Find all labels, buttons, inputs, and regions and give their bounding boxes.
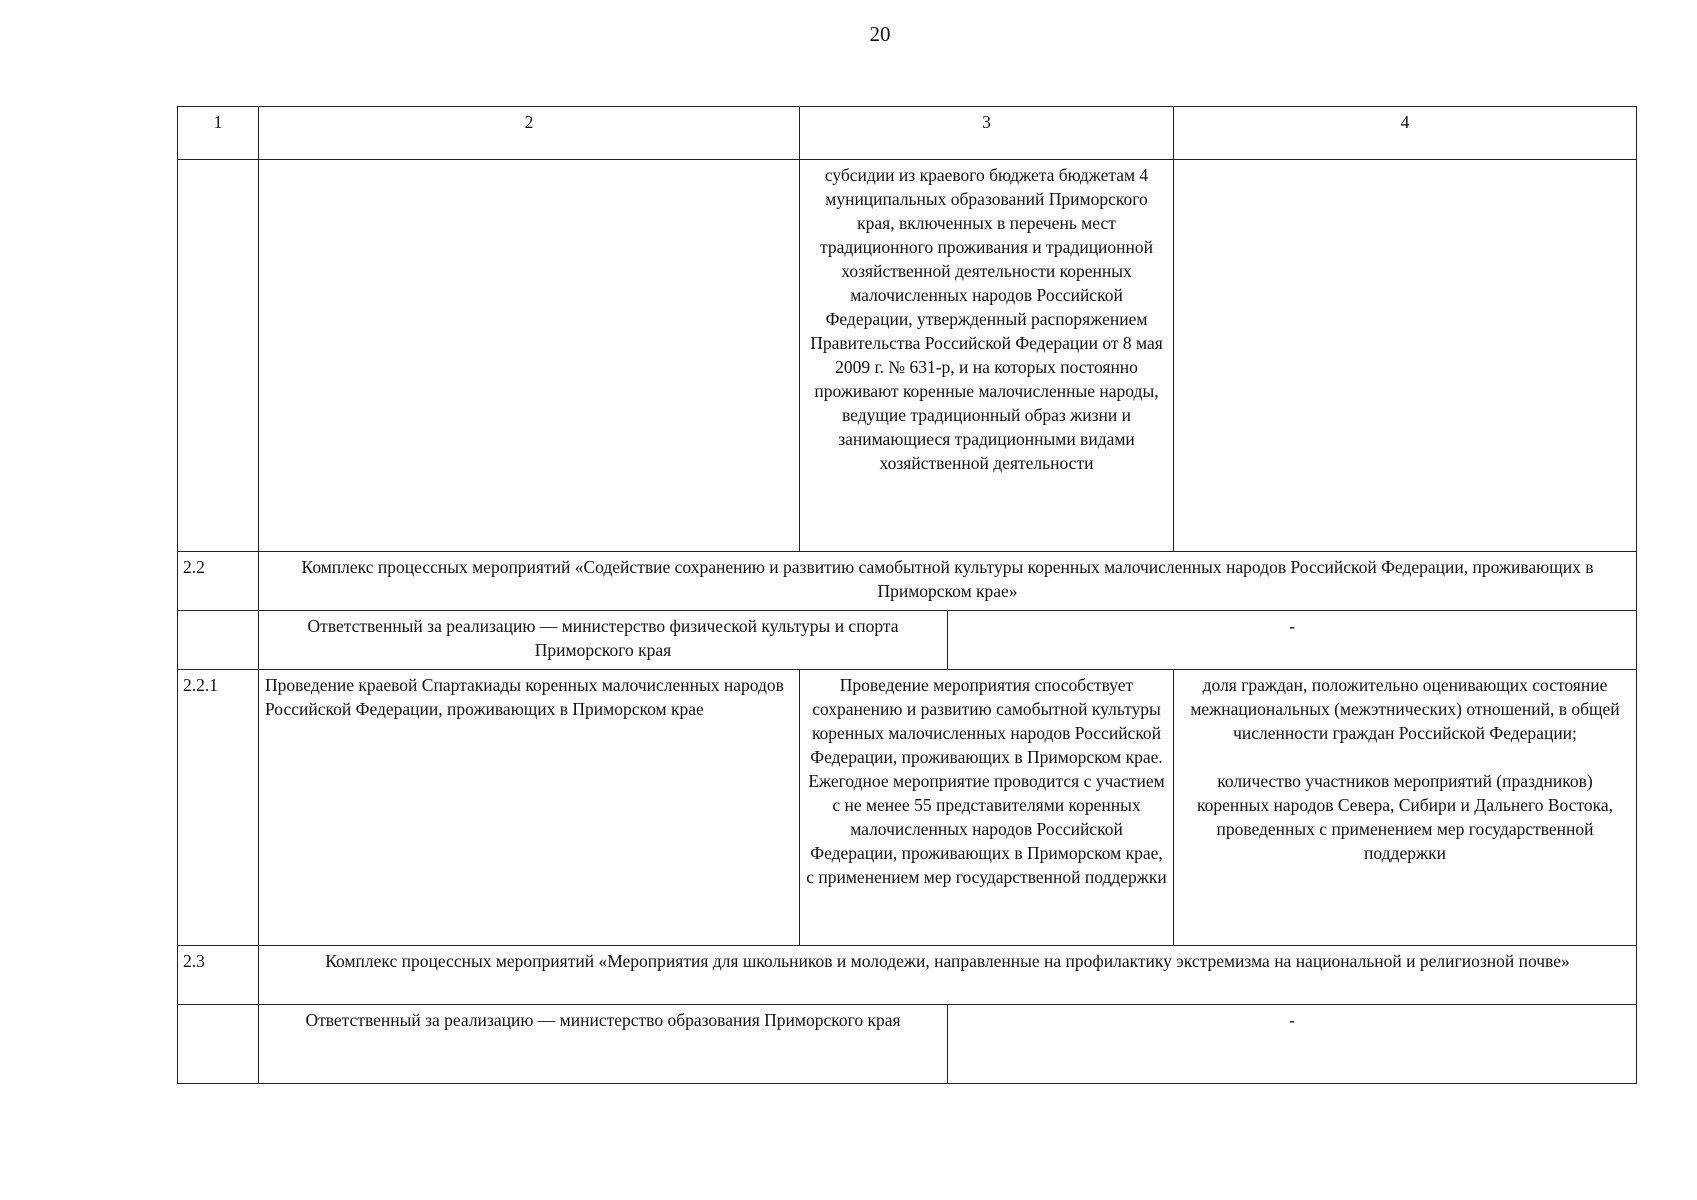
indicator-1: доля граждан, положительно оценивающих состояние межнациональных (межэтнических) отношений, в общей численности граждан Российской Федерации;	[1190, 675, 1620, 743]
program-table	[177, 106, 1637, 1084]
continuation-effect-cell: субсидии из краевого бюджета бюджетам 4 муниципальных образований Приморского края, включенных в перечень мест традиционного проживания и традиционной хозяйственной деятельности коренных малочисленных народов Российской Федерации, утвержденный распоряжением Правительства Российской Федерации от 8 мая 2009 г. № 631-р, и на которых постоянно проживают коренные малочисленные народы, ведущие традиционный образ жизни и занимающиеся традиционными видами хозяйственной деятельности	[800, 160, 1174, 552]
continuation-indicator-cell	[1174, 160, 1637, 552]
continuation-task-cell	[259, 160, 800, 552]
continuation-number-cell	[178, 160, 259, 552]
header-col-1: 1	[178, 107, 259, 160]
empty-number-cell	[178, 611, 259, 670]
indicator-2: количество участников мероприятий (праздников) коренных народов Севера, Сибири и Дальнего Востока, проведенных с применением мер государственной поддержки	[1196, 771, 1614, 863]
responsible-text: Ответственный за реализацию — министерство образования Приморского края	[259, 1005, 948, 1084]
responsible-value: -	[948, 1005, 1637, 1084]
header-col-2: 2	[259, 107, 800, 160]
responsible-value: -	[948, 611, 1637, 670]
section-row-2-2	[178, 552, 1637, 611]
section-number: 2.3	[178, 946, 259, 1005]
section-title: Комплекс процессных мероприятий «Содействие сохранению и развитию самобытной культуры коренных малочисленных народов Российской Федерации, проживающих в Приморском крае»	[259, 552, 1637, 611]
task-cell: Проведение краевой Спартакиады коренных малочисленных народов Российской Федерации, проживающих в Приморском крае	[259, 670, 800, 946]
empty-number-cell	[178, 1005, 259, 1084]
responsible-row-2-3	[178, 1005, 1637, 1084]
section-row-2-3	[178, 946, 1637, 1005]
row-number: 2.2.1	[178, 670, 259, 946]
responsible-row-2-2	[178, 611, 1637, 670]
table-header-row	[178, 107, 1637, 160]
section-title: Комплекс процессных мероприятий «Мероприятия для школьников и молодежи, направленные на профилактику экстремизма на национальной и религиозной почве»	[259, 946, 1637, 1005]
indicator-cell	[1174, 670, 1637, 946]
table-row	[178, 160, 1637, 552]
responsible-text: Ответственный за реализацию — министерство физической культуры и спорта Приморского края	[259, 611, 948, 670]
table-row-2-2-1	[178, 670, 1637, 946]
header-col-4: 4	[1174, 107, 1637, 160]
page-number: 20	[869, 22, 891, 46]
section-number: 2.2	[178, 552, 259, 611]
header-col-3: 3	[800, 107, 1174, 160]
effect-cell: Проведение мероприятия способствует сохранению и развитию самобытной культуры коренных малочисленных народов Российской Федерации, проживающих в Приморском крае. Ежегодное мероприятие проводится с участием с не менее 55 представителями коренных малочисленных народов Российской Федерации, проживающих в Приморском крае, с применением мер государственной поддержки	[800, 670, 1174, 946]
